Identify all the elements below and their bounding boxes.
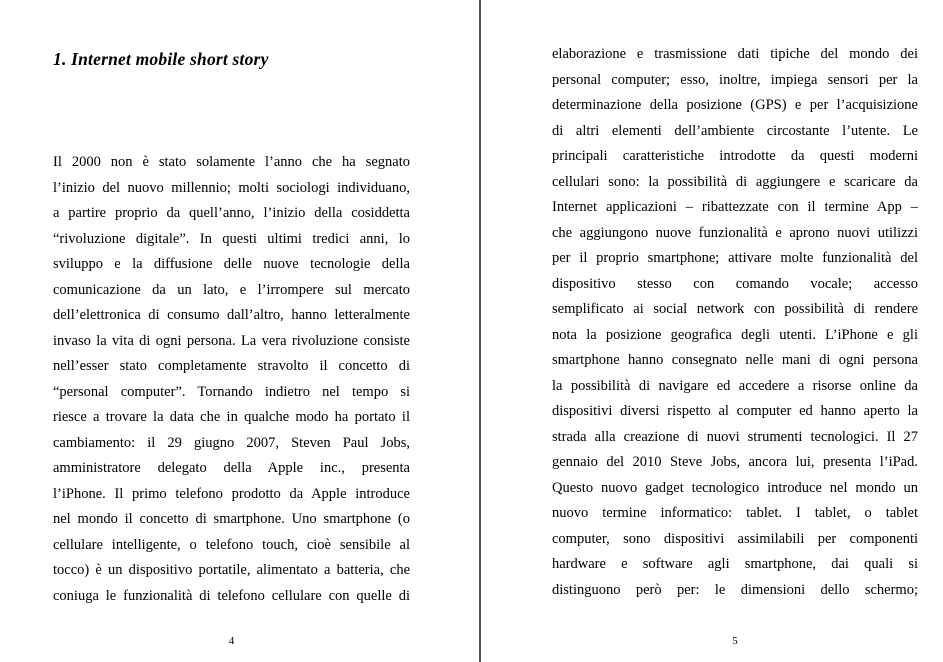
text-line: semplificato ai social network con possibilità di rendere bbox=[552, 301, 918, 317]
text-line: di altri elementi dell’ambiente circostante l’utente. Le bbox=[552, 122, 918, 139]
text-line: nuovo termine informatico: tablet. I tablet, o tablet bbox=[552, 505, 918, 521]
page-number-right: 5 bbox=[732, 635, 738, 647]
text-line: Il 2000 non è stato solamente l’anno che ha segnato bbox=[53, 154, 410, 170]
text-line: “personal computer”. Tornando indietro nel tempo si bbox=[53, 383, 410, 400]
text-line: l’iPhone. Il primo telefono prodotto da Apple introduce bbox=[53, 485, 410, 502]
page-right bbox=[552, 0, 918, 662]
text-line: smartphone hanno consegnato nelle mani di ogni persona bbox=[552, 352, 918, 368]
text-line: strada alla creazione di nuovi strumenti tecnologici. Il 27 bbox=[552, 428, 918, 445]
page-left bbox=[53, 0, 410, 662]
text-line: hardware e software agli smartphone, dai quali si bbox=[552, 556, 918, 572]
page-number-left: 4 bbox=[228, 635, 235, 647]
text-line: tocco) è un dispositivo portatile, alimentato a batteria, che bbox=[53, 562, 410, 578]
text-line: coniuga le funzionalità di telefono cellulare con quelle di bbox=[53, 587, 410, 604]
page-left-body bbox=[53, 150, 410, 609]
text-line: per il proprio smartphone; attivare molte funzionalità del bbox=[552, 250, 918, 266]
text-line: nota la posizione geografica degli utenti. L’iPhone e gli bbox=[552, 326, 918, 343]
text-line: nell’esser stato completamente stravolto il concetto di bbox=[53, 358, 410, 374]
text-line: personal computer; esso, inoltre, impiega sensori per la bbox=[552, 71, 918, 88]
text-line: Questo nuovo gadget tecnologico introduce nel mondo un bbox=[552, 479, 918, 496]
text-line: “rivoluzione digitale”. In questi ultimi tredici anni, lo bbox=[53, 230, 410, 247]
text-line: distinguono però per: le dimensioni dello schermo; bbox=[552, 581, 918, 598]
text-line: nel mondo il concetto di smartphone. Uno smartphone (o bbox=[53, 511, 410, 527]
text-line: elaborazione e trasmissione dati tipiche del mondo dei bbox=[552, 46, 918, 62]
text-line: dell’elettronica di consumo dall’altro, hanno letteralmente bbox=[53, 307, 410, 323]
page-gutter-divider bbox=[479, 0, 481, 662]
text-line: computer, sono dispositivi assimilabili per componenti bbox=[552, 530, 918, 547]
chapter-heading: 1. Internet mobile short story bbox=[53, 49, 269, 69]
text-line: determinazione della posizione (GPS) e per l’acquisizione bbox=[552, 97, 918, 113]
text-line: comunicazione da un lato, e l’irrompere sul mercato bbox=[53, 281, 410, 298]
text-line: cambiamento: il 29 giugno 2007, Steven Paul Jobs, bbox=[53, 434, 410, 451]
text-line: invaso la vita di ogni persona. La vera rivoluzione consiste bbox=[53, 332, 410, 349]
text-line: Internet applicazioni – ribattezzate con il termine App – bbox=[552, 199, 918, 215]
text-line: l’inizio del nuovo millennio; molti sociologi individuano, bbox=[53, 179, 410, 196]
text-line: dispositivo stesso con comando vocale; accesso bbox=[552, 275, 918, 292]
page-right-body bbox=[552, 42, 918, 603]
text-line: riesce a trovare la data che in qualche modo ha portato il bbox=[53, 409, 410, 425]
text-line: cellulare intelligente, o telefono touch, cioè sensibile al bbox=[53, 536, 410, 553]
text-line: cellulari sono: la possibilità di aggiungere e scaricare da bbox=[552, 173, 918, 190]
text-line: amministratore delegato della Apple inc., presenta bbox=[53, 460, 410, 476]
text-line: gennaio del 2010 Steve Jobs, ancora lui, presenta l’iPad. bbox=[552, 454, 918, 470]
text-line: a partire proprio da quell’anno, l’inizio della cosiddetta bbox=[53, 205, 410, 221]
text-line: sviluppo e la diffusione delle nuove tecnologie della bbox=[53, 256, 410, 272]
text-line: dispositivi diversi rispetto al computer ed hanno aperto la bbox=[552, 403, 918, 419]
text-line: la possibilità di navigare ed accedere a risorse online da bbox=[552, 377, 918, 394]
text-line: che aggiungono nuove funzionalità e aprono nuovi utilizzi bbox=[552, 224, 918, 241]
text-line: principali caratteristiche introdotte da questi moderni bbox=[552, 148, 918, 164]
